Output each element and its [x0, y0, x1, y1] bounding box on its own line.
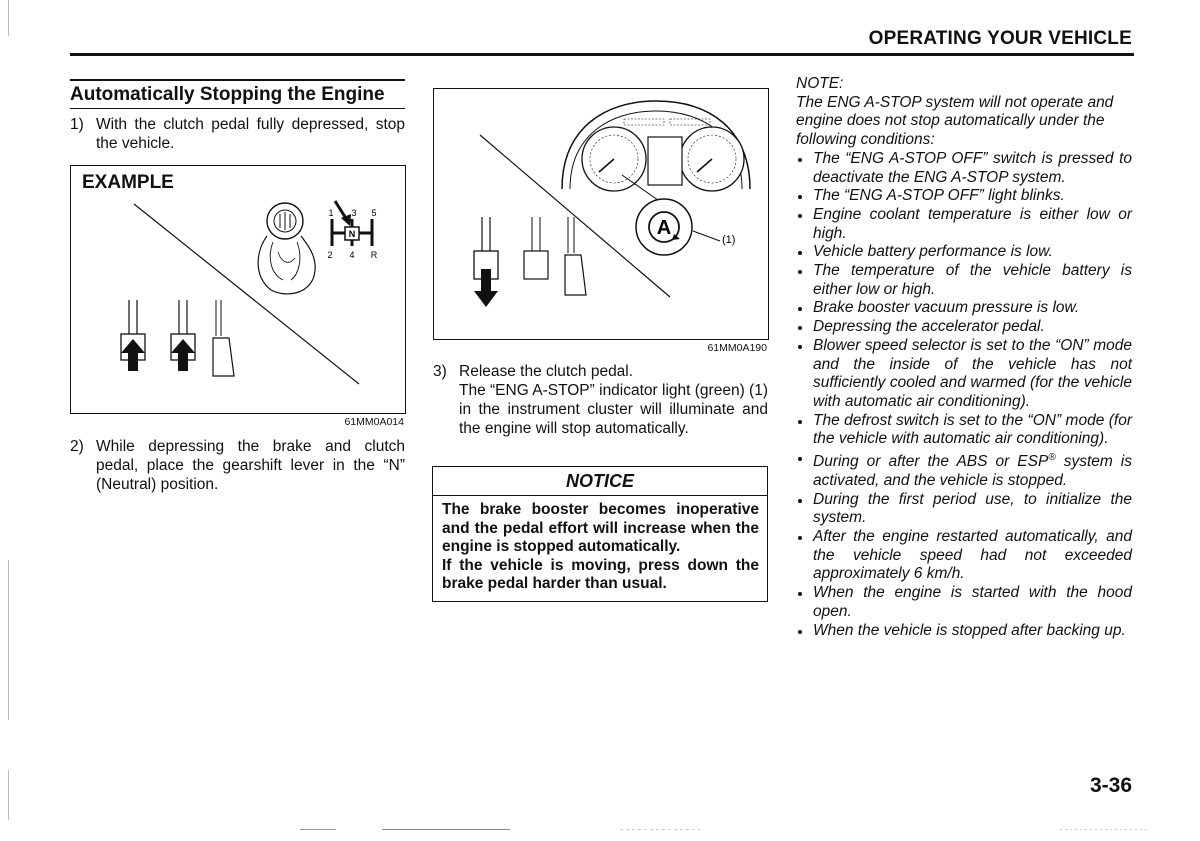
step-number: 1) [70, 116, 84, 133]
step-text: While depressing the brake and clutch pedal, place the gearshift lever in the “N” (Neutral) position. [96, 438, 405, 493]
step-number: 2) [70, 438, 84, 455]
list-item: When the engine is started with the hood open. [796, 584, 1132, 621]
list-item: After the engine restarted automatically, and the vehicle speed had not exceeded approximately 6 km/h. [796, 528, 1132, 584]
list-item: During the first period use, to initialize the system. [796, 491, 1132, 528]
list-item: The “ENG A-STOP OFF” switch is pressed to deactivate the ENG A-STOP system. [796, 150, 1132, 187]
notice-body [433, 496, 767, 598]
notice-heading: NOTICE [433, 467, 767, 496]
gear-label-n: N [348, 229, 356, 239]
notice-line: The brake booster becomes inoperative and the pedal effort will increase when the engine is stopped automatically. [442, 501, 759, 555]
section-title: Automatically Stopping the Engine [70, 84, 385, 105]
instrument-cluster-illustration [434, 89, 768, 339]
gear-label-3: 3 [351, 208, 357, 218]
margin-line [8, 770, 9, 820]
page-number: 3-36 [1089, 774, 1132, 797]
list-item: Vehicle battery performance is low. [796, 243, 1132, 262]
step-3 [433, 362, 768, 438]
gear-label-4: 4 [349, 250, 355, 260]
step-1 [70, 115, 405, 153]
notice-line: If the vehicle is moving, press down the brake pedal harder than usual. [442, 556, 759, 592]
gearshift-illustration [71, 166, 405, 413]
notice-box [432, 466, 768, 602]
figure-instrument-cluster [433, 88, 769, 340]
gear-label-5: 5 [371, 208, 377, 218]
note-label: NOTE: [796, 75, 844, 92]
gear-label-1: 1 [328, 208, 334, 218]
note-list [796, 150, 1132, 640]
step-number: 3) [433, 363, 447, 380]
figure-example [70, 165, 406, 414]
list-item: Blower speed selector is set to the “ON” mode and the inside of the vehicle has not sufficiently cooled and warmed (for the vehicle with automatic air conditioning). [796, 337, 1132, 412]
list-item: During or after the ABS or ESP® system is activated, and the vehicle is stopped. [796, 449, 1132, 491]
list-item: Depressing the accelerator pedal. [796, 318, 1132, 337]
note-intro: The ENG A-STOP system will not operate and engine does not stop automatically under the following conditions: [796, 93, 1114, 149]
callout-label: (1) [722, 234, 736, 246]
scan-artifact [0, 828, 1200, 831]
section-title-rule [70, 108, 405, 109]
section-top-rule [70, 79, 405, 81]
margin-line [8, 560, 9, 720]
figure-code: 61MM0A190 [707, 342, 767, 354]
list-item: The temperature of the vehicle battery is either low or high. [796, 262, 1132, 299]
gear-label-r: R [370, 250, 378, 260]
gear-label-2: 2 [327, 250, 333, 260]
list-item: The defrost switch is set to the “ON” mode (for the vehicle with automatic air conditioning). [796, 412, 1132, 449]
step-text: Release the clutch pedal. [459, 363, 634, 380]
list-item: The “ENG A-STOP OFF” light blinks. [796, 187, 1132, 206]
example-label: EXAMPLE [82, 172, 174, 193]
list-item: Brake booster vacuum pressure is low. [796, 299, 1132, 318]
indicator-letter: A [656, 217, 672, 239]
step-2 [70, 437, 405, 494]
step-text: With the clutch pedal fully depressed, stop the vehicle. [96, 116, 405, 152]
step-detail: The “ENG A-STOP” indicator light (green) (1) in the instrument cluster will illuminate and the engine will stop automatically. [459, 382, 768, 437]
note-block [796, 75, 1132, 640]
header-rule [70, 53, 1134, 56]
list-item: When the vehicle is stopped after backing up. [796, 622, 1132, 641]
page-header-title: OPERATING YOUR VEHICLE [868, 28, 1132, 49]
figure-code: 61MM0A014 [344, 416, 404, 428]
margin-line [8, 0, 9, 36]
list-item: Engine coolant temperature is either low or high. [796, 206, 1132, 243]
